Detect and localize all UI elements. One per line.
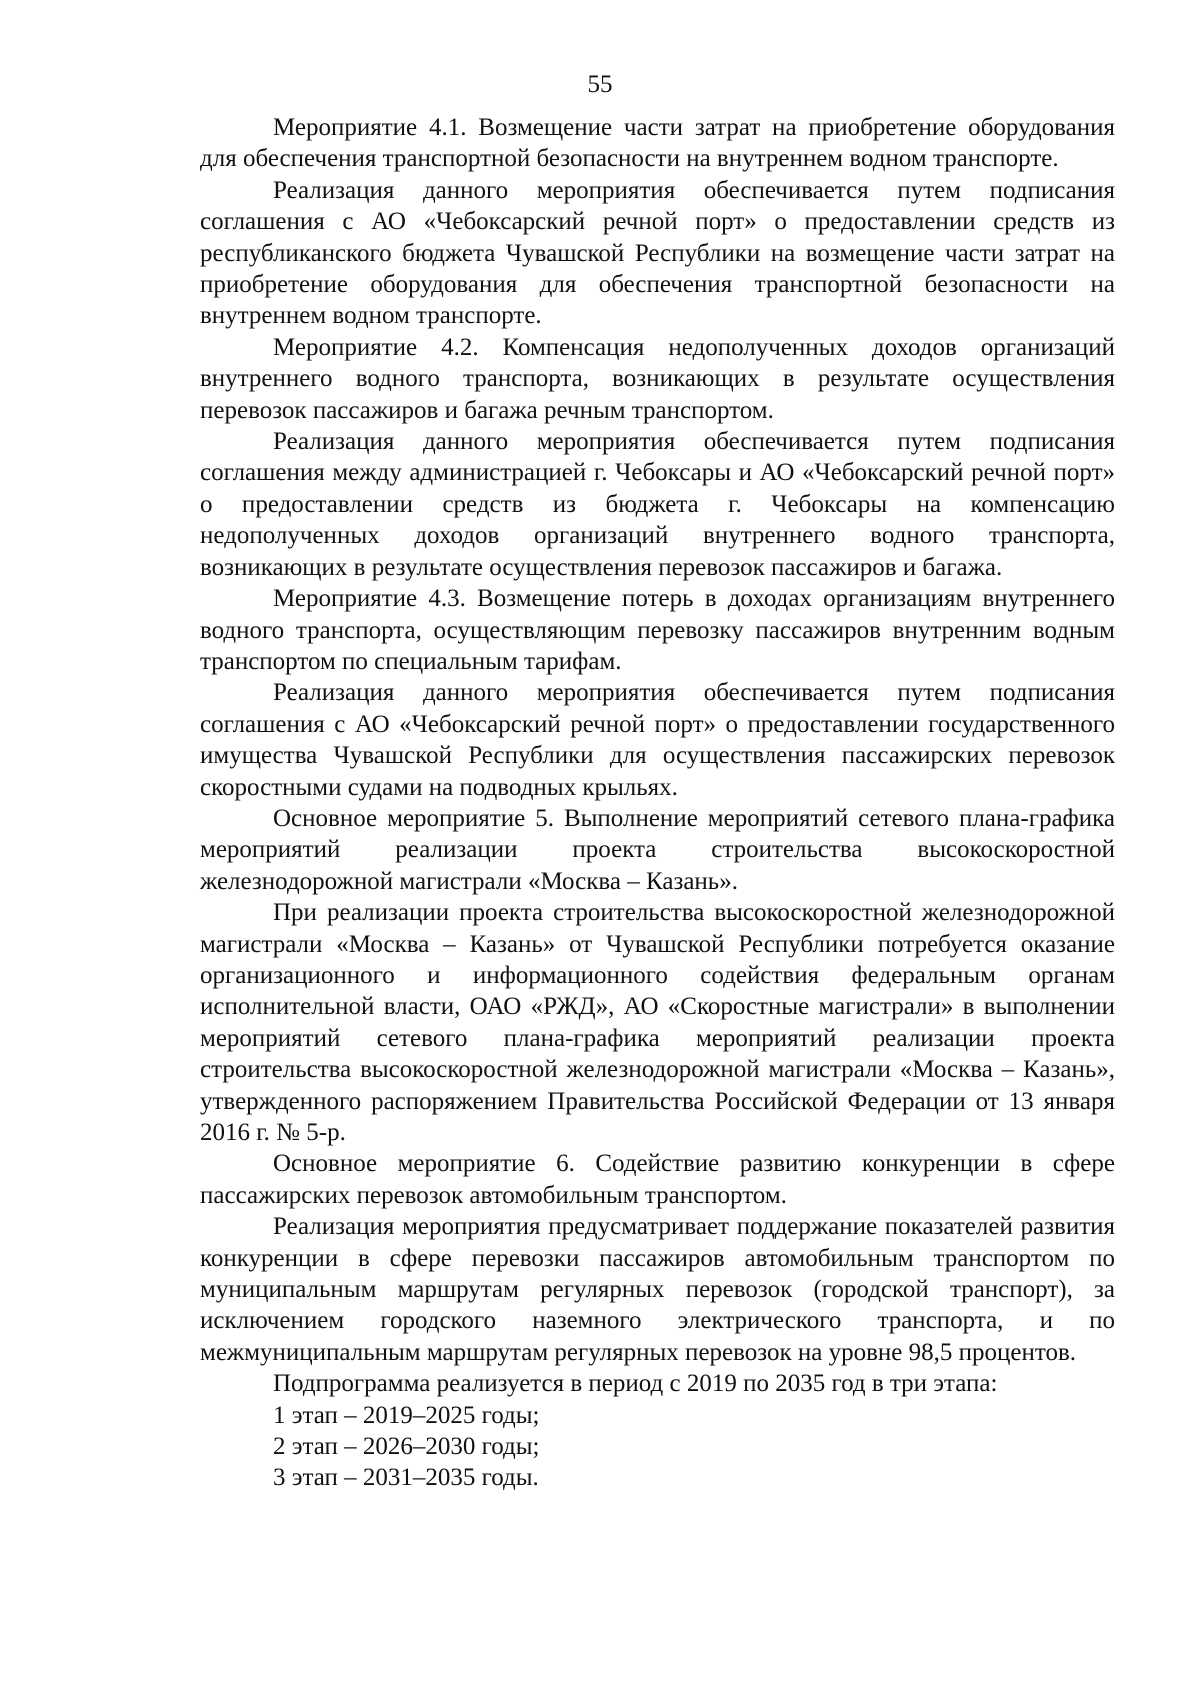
paragraph-measure-4-1: Мероприятие 4.1. Возмещение части затрат на приобретение оборудования для обеспечения транспортной безопасности на внутреннем водном транспорте. bbox=[200, 114, 1115, 173]
paragraph-measure-4-1-implementation: Реализация данного мероприятия обеспечивается путем подписания соглашения с АО «Чебоксарский речной порт» о предоставлении средств из республиканского бюджета Чувашской Республики на возмещение части затрат на приобретение оборудования для обеспечения транспортной безопасности на внутреннем водном транспорте. bbox=[200, 176, 1115, 330]
paragraph-main-measure-6-implementation: Реализация мероприятия предусматривает поддержание показателей развития конкуренции в сфере перевозки пассажиров автомобильным транспортом по муниципальным маршрутам регулярных перевозок (городской транспорт), за исключением городского наземного электрического транспорта, и по межмуниципальным маршрутам регулярных перевозок на уровне 98,5 процентов. bbox=[200, 1213, 1115, 1366]
paragraph-main-measure-5-details: При реализации проекта строительства высокоскоростной железнодорожной магистрали «Москва – Казань» от Чувашской Республики потребуется оказание организационного и информационного содействия федеральным органам исполнительной власти, ОАО «РЖД», АО «Скоростные магистрали» в выполнении мероприятий сетевого плана-графика мероприятий реализации проекта строительства высокоскоростной железнодорожной магистрали «Москва – Казань», утвержденного распоряжением Правительства Российской Федерации от 13 января 2016 г. № 5-р. bbox=[200, 899, 1115, 1146]
document-body bbox=[200, 112, 1115, 1494]
paragraph-measure-4-2-implementation: Реализация данного мероприятия обеспечивается путем подписания соглашения между администрацией г. Чебоксары и АО «Чебоксарский речной порт» о предоставлении средств из бюджета г. Чебоксары на компенсацию недополученных доходов организаций внутреннего водного транспорта, возникающих в результате осуществления перевозок пассажиров и багажа. bbox=[200, 428, 1115, 581]
paragraph-measure-4-2: Мероприятие 4.2. Компенсация недополученных доходов организаций внутреннего водного транспорта, возникающих в результате осуществления перевозок пассажиров и багажа речным транспортом. bbox=[200, 333, 1115, 424]
paragraph-measure-4-3: Мероприятие 4.3. Возмещение потерь в доходах организациям внутреннего водного транспорта, осуществляющим перевозку пассажиров внутренним водным транспортом по специальным тарифам. bbox=[200, 585, 1115, 675]
paragraph-subprogram-period: Подпрограмма реализуется в период с 2019 по 2035 год в три этапа: bbox=[273, 1370, 998, 1398]
paragraph-measure-4-3-implementation: Реализация данного мероприятия обеспечивается путем подписания соглашения с АО «Чебоксарский речной порт» о предоставлении государственного имущества Чувашской Республики для осуществления пассажирских перевозок скоростными судами на подводных крыльях. bbox=[200, 679, 1115, 801]
paragraph-main-measure-5: Основное мероприятие 5. Выполнение мероприятий сетевого плана-графика мероприятий реализации проекта строительства высокоскоростной железнодорожной магистрали «Москва – Казань». bbox=[200, 804, 1115, 895]
stage-item-3: 3 этап – 2031–2035 годы. bbox=[273, 1464, 539, 1492]
stage-item-2: 2 этап – 2026–2030 годы; bbox=[273, 1433, 540, 1461]
page-number: 55 bbox=[587, 71, 613, 98]
paragraph-main-measure-6: Основное мероприятие 6. Содействие развитию конкуренции в сфере пассажирских перевозок автомобильным транспортом. bbox=[200, 1150, 1115, 1209]
stage-item-1: 1 этап – 2019–2025 годы; bbox=[273, 1401, 540, 1429]
